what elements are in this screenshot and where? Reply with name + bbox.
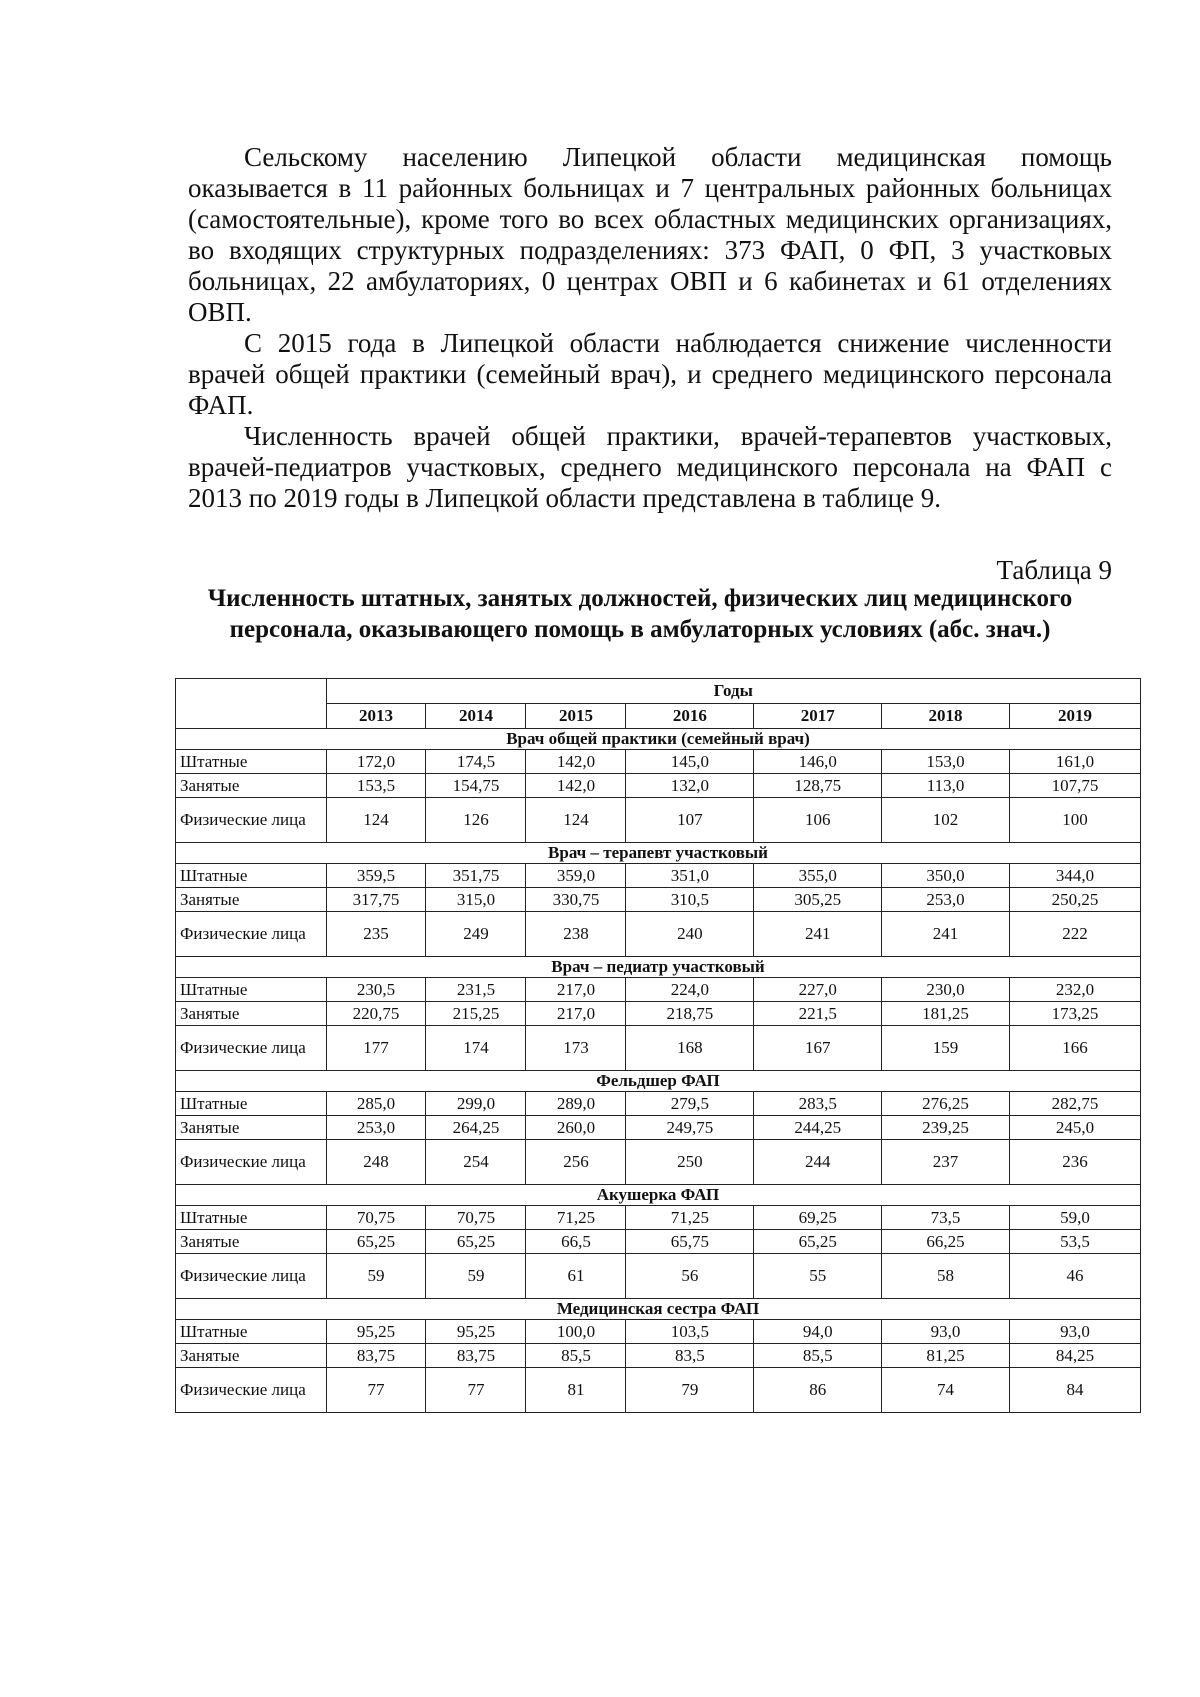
table-cell: 227,0 — [754, 978, 882, 1002]
year-header-2019: 2019 — [1009, 704, 1140, 729]
table-cell: 181,25 — [882, 1002, 1010, 1026]
section-row — [176, 1185, 1141, 1206]
table-cell: 58 — [882, 1254, 1010, 1299]
table-cell: 102 — [882, 798, 1010, 843]
table-row-persons — [176, 1140, 1141, 1185]
year-header-2014: 2014 — [426, 704, 526, 729]
table-cell: 83,5 — [626, 1344, 754, 1368]
table-row-occupied — [176, 774, 1141, 798]
table-cell: 46 — [1009, 1254, 1140, 1299]
row-label: Физические лица — [176, 1368, 327, 1413]
table-cell: 95,25 — [426, 1320, 526, 1344]
table-cell: 253,0 — [326, 1116, 426, 1140]
table-cell: 107,75 — [1009, 774, 1140, 798]
section-title: Акушерка ФАП — [176, 1185, 1141, 1206]
row-label: Штатные — [176, 978, 327, 1002]
table-cell: 235 — [326, 912, 426, 957]
table-cell: 289,0 — [526, 1092, 626, 1116]
table-cell: 167 — [754, 1026, 882, 1071]
table-corner-cell — [176, 679, 327, 729]
table-cell: 146,0 — [754, 750, 882, 774]
table-cell: 106 — [754, 798, 882, 843]
table-cell: 299,0 — [426, 1092, 526, 1116]
table-body — [176, 729, 1141, 1413]
table-cell: 317,75 — [326, 888, 426, 912]
table-cell: 359,0 — [526, 864, 626, 888]
section-row — [176, 729, 1141, 750]
row-label: Штатные — [176, 1092, 327, 1116]
table-cell: 260,0 — [526, 1116, 626, 1140]
table-cell: 79 — [626, 1368, 754, 1413]
table-row-persons — [176, 1254, 1141, 1299]
table-cell: 232,0 — [1009, 978, 1140, 1002]
section-title: Фельдшер ФАП — [176, 1071, 1141, 1092]
table-cell: 128,75 — [754, 774, 882, 798]
table-cell: 222 — [1009, 912, 1140, 957]
row-label: Физические лица — [176, 798, 327, 843]
table-cell: 124 — [526, 798, 626, 843]
table-cell: 174 — [426, 1026, 526, 1071]
table-row-persons — [176, 798, 1141, 843]
table-cell: 245,0 — [1009, 1116, 1140, 1140]
table-cell: 65,25 — [754, 1230, 882, 1254]
table-cell: 145,0 — [626, 750, 754, 774]
table-cell: 177 — [326, 1026, 426, 1071]
table-cell: 249 — [426, 912, 526, 957]
section-row — [176, 1071, 1141, 1092]
table-cell: 71,25 — [526, 1206, 626, 1230]
table-cell: 315,0 — [426, 888, 526, 912]
staff-table — [175, 678, 1141, 1413]
table-cell: 93,0 — [882, 1320, 1010, 1344]
table-cell: 276,25 — [882, 1092, 1010, 1116]
row-label: Штатные — [176, 864, 327, 888]
table-cell: 256 — [526, 1140, 626, 1185]
table-cell: 153,5 — [326, 774, 426, 798]
table-row-occupied — [176, 1230, 1141, 1254]
table-cell: 173,25 — [1009, 1002, 1140, 1026]
table-cell: 283,5 — [754, 1092, 882, 1116]
year-header-2017: 2017 — [754, 704, 882, 729]
row-label: Физические лица — [176, 912, 327, 957]
table-cell: 236 — [1009, 1140, 1140, 1185]
table-cell: 59,0 — [1009, 1206, 1140, 1230]
table-cell: 215,25 — [426, 1002, 526, 1026]
year-header-2018: 2018 — [882, 704, 1010, 729]
table-cell: 174,5 — [426, 750, 526, 774]
section-title: Врач – педиатр участковый — [176, 957, 1141, 978]
table-cell: 153,0 — [882, 750, 1010, 774]
table-cell: 250,25 — [1009, 888, 1140, 912]
table-cell: 217,0 — [526, 978, 626, 1002]
table-cell: 173 — [526, 1026, 626, 1071]
table-cell: 285,0 — [326, 1092, 426, 1116]
table-row-occupied — [176, 1344, 1141, 1368]
table-row-staff — [176, 978, 1141, 1002]
table-cell: 126 — [426, 798, 526, 843]
table-cell: 161,0 — [1009, 750, 1140, 774]
table-cell: 83,75 — [326, 1344, 426, 1368]
table-cell: 244 — [754, 1140, 882, 1185]
table-cell: 218,75 — [626, 1002, 754, 1026]
table-cell: 250 — [626, 1140, 754, 1185]
table-cell: 168 — [626, 1026, 754, 1071]
row-label: Занятые — [176, 1230, 327, 1254]
row-label: Занятые — [176, 1002, 327, 1026]
table-cell: 74 — [882, 1368, 1010, 1413]
table-cell: 344,0 — [1009, 864, 1140, 888]
table-cell: 355,0 — [754, 864, 882, 888]
table-cell: 81,25 — [882, 1344, 1010, 1368]
paragraph-1: Сельскому населению Липецкой области медицинская помощь оказывается в 11 районных больницах и 7 центральных районных больницах (самостоятельные), кроме того во всех областных медицинских организациях, во входящих структурных подразделениях: 373 ФАП, 0 ФП, 3 участковых больницах, 22 амбулаториях, 0 центрах ОВП и 6 кабинетах и 61 отделениях ОВП. — [188, 142, 1112, 327]
table-cell: 230,5 — [326, 978, 426, 1002]
paragraph-2: С 2015 года в Липецкой области наблюдается снижение численности врачей общей практики (семейный врач), и среднего медицинского персонала ФАП. — [188, 328, 1112, 420]
table-cell: 124 — [326, 798, 426, 843]
row-label: Штатные — [176, 750, 327, 774]
table-cell: 77 — [426, 1368, 526, 1413]
table-cell: 248 — [326, 1140, 426, 1185]
table-cell: 282,75 — [1009, 1092, 1140, 1116]
table-row-persons — [176, 1026, 1141, 1071]
years-header: Годы — [326, 679, 1141, 704]
table-cell: 330,75 — [526, 888, 626, 912]
table-cell: 66,25 — [882, 1230, 1010, 1254]
row-label: Физические лица — [176, 1254, 327, 1299]
section-row — [176, 1299, 1141, 1320]
table-cell: 154,75 — [426, 774, 526, 798]
table-cell: 53,5 — [1009, 1230, 1140, 1254]
table-row-staff — [176, 864, 1141, 888]
table-cell: 69,25 — [754, 1206, 882, 1230]
table-cell: 264,25 — [426, 1116, 526, 1140]
row-label: Занятые — [176, 888, 327, 912]
table-cell: 254 — [426, 1140, 526, 1185]
table-cell: 305,25 — [754, 888, 882, 912]
row-label: Занятые — [176, 1116, 327, 1140]
section-row — [176, 957, 1141, 978]
year-header-2016: 2016 — [626, 704, 754, 729]
row-label: Физические лица — [176, 1140, 327, 1185]
table-cell: 132,0 — [626, 774, 754, 798]
table-cell: 220,75 — [326, 1002, 426, 1026]
table-cell: 73,5 — [882, 1206, 1010, 1230]
table-cell: 221,5 — [754, 1002, 882, 1026]
table-cell: 56 — [626, 1254, 754, 1299]
table-cell: 224,0 — [626, 978, 754, 1002]
table-cell: 230,0 — [882, 978, 1010, 1002]
row-label: Штатные — [176, 1320, 327, 1344]
table-row-persons — [176, 1368, 1141, 1413]
table-cell: 238 — [526, 912, 626, 957]
paragraph-3: Численность врачей общей практики, врачей-терапевтов участковых, врачей-педиатров участковых, среднего медицинского персонала на ФАП с 2013 по 2019 годы в Липецкой области представлена в таблице 9. — [188, 421, 1112, 513]
table-cell: 217,0 — [526, 1002, 626, 1026]
table-cell: 253,0 — [882, 888, 1010, 912]
table-cell: 241 — [882, 912, 1010, 957]
table-row-staff — [176, 750, 1141, 774]
table-cell: 55 — [754, 1254, 882, 1299]
table-title: Численность штатных, занятых должностей, физических лиц медицинского персонала, оказывающего помощь в амбулаторных условиях (абс. знач.) — [207, 585, 1073, 643]
table-cell: 241 — [754, 912, 882, 957]
table-cell: 249,75 — [626, 1116, 754, 1140]
table-cell: 65,75 — [626, 1230, 754, 1254]
table-cell: 142,0 — [526, 774, 626, 798]
table-row-staff — [176, 1092, 1141, 1116]
table-cell: 351,75 — [426, 864, 526, 888]
table-label: Таблица 9 — [996, 555, 1112, 585]
table-cell: 231,5 — [426, 978, 526, 1002]
table-cell: 83,75 — [426, 1344, 526, 1368]
table-cell: 85,5 — [526, 1344, 626, 1368]
table-cell: 244,25 — [754, 1116, 882, 1140]
table-cell: 70,75 — [326, 1206, 426, 1230]
table-row-staff — [176, 1206, 1141, 1230]
table-cell: 93,0 — [1009, 1320, 1140, 1344]
year-header-2013: 2013 — [326, 704, 426, 729]
table-cell: 310,5 — [626, 888, 754, 912]
table-cell: 84 — [1009, 1368, 1140, 1413]
table-cell: 159 — [882, 1026, 1010, 1071]
table-cell: 172,0 — [326, 750, 426, 774]
row-label: Занятые — [176, 774, 327, 798]
section-row — [176, 843, 1141, 864]
body-text — [188, 142, 1112, 514]
table-cell: 94,0 — [754, 1320, 882, 1344]
table-cell: 359,5 — [326, 864, 426, 888]
table-cell: 113,0 — [882, 774, 1010, 798]
table-cell: 84,25 — [1009, 1344, 1140, 1368]
row-label: Занятые — [176, 1344, 327, 1368]
table-cell: 239,25 — [882, 1116, 1010, 1140]
section-title: Медицинская сестра ФАП — [176, 1299, 1141, 1320]
table-cell: 103,5 — [626, 1320, 754, 1344]
table-cell: 107 — [626, 798, 754, 843]
table-cell: 85,5 — [754, 1344, 882, 1368]
table-cell: 86 — [754, 1368, 882, 1413]
table-cell: 237 — [882, 1140, 1010, 1185]
table-row-persons — [176, 912, 1141, 957]
section-title: Врач общей практики (семейный врач) — [176, 729, 1141, 750]
table-cell: 240 — [626, 912, 754, 957]
table-cell: 61 — [526, 1254, 626, 1299]
table-cell: 100,0 — [526, 1320, 626, 1344]
section-title: Врач – терапевт участковый — [176, 843, 1141, 864]
table-cell: 142,0 — [526, 750, 626, 774]
table-cell: 279,5 — [626, 1092, 754, 1116]
table-row-staff — [176, 1320, 1141, 1344]
table-cell: 81 — [526, 1368, 626, 1413]
table-cell: 71,25 — [626, 1206, 754, 1230]
table-cell: 95,25 — [326, 1320, 426, 1344]
table-cell: 59 — [326, 1254, 426, 1299]
table-row-occupied — [176, 1002, 1141, 1026]
table-row-occupied — [176, 888, 1141, 912]
row-label: Физические лица — [176, 1026, 327, 1071]
table-cell: 166 — [1009, 1026, 1140, 1071]
table-cell: 100 — [1009, 798, 1140, 843]
table-cell: 65,25 — [326, 1230, 426, 1254]
table-cell: 351,0 — [626, 864, 754, 888]
table-cell: 70,75 — [426, 1206, 526, 1230]
table-cell: 59 — [426, 1254, 526, 1299]
year-header-2015: 2015 — [526, 704, 626, 729]
row-label: Штатные — [176, 1206, 327, 1230]
table-cell: 65,25 — [426, 1230, 526, 1254]
table-row-occupied — [176, 1116, 1141, 1140]
table-cell: 77 — [326, 1368, 426, 1413]
table-cell: 66,5 — [526, 1230, 626, 1254]
table-cell: 350,0 — [882, 864, 1010, 888]
